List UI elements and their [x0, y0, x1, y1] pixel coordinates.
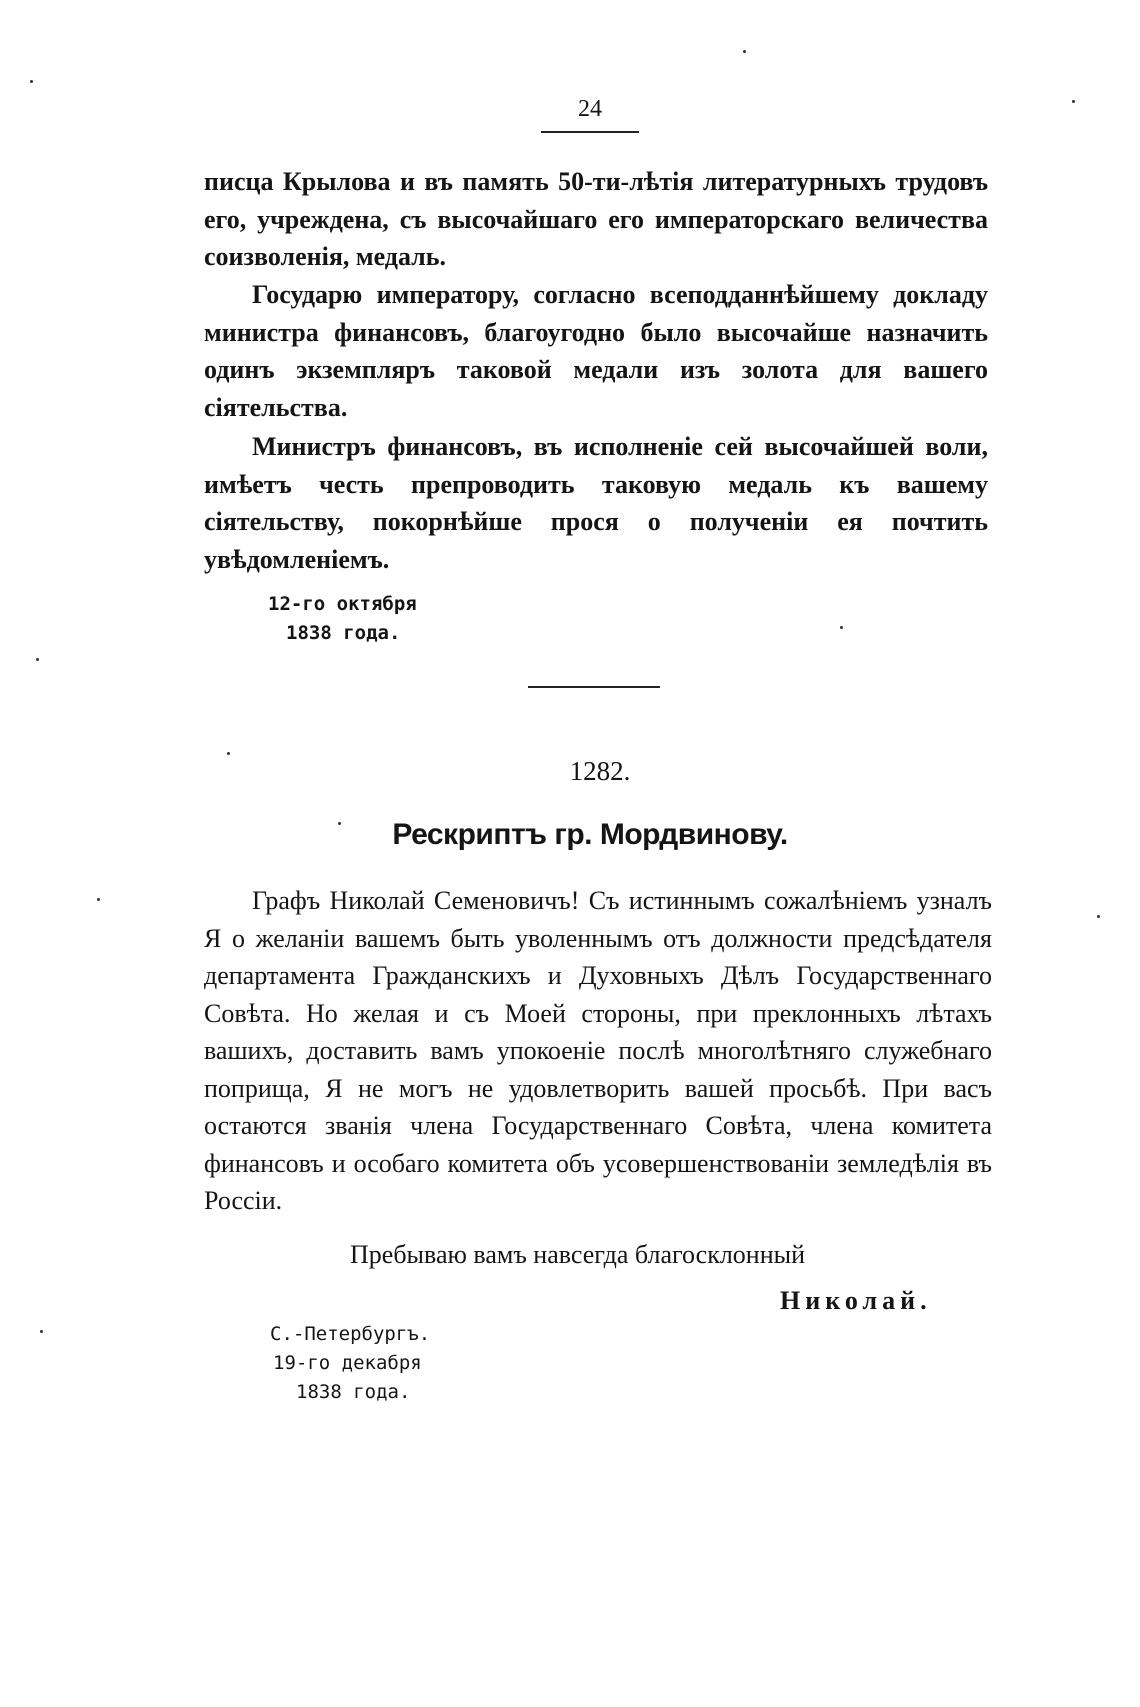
date-line: 12-го октября — [268, 593, 417, 615]
scan-speck — [30, 80, 33, 83]
date-line: 1838 года. — [286, 622, 401, 644]
scan-speck — [338, 822, 341, 825]
scan-speck — [743, 50, 746, 53]
scan-speck — [97, 898, 100, 901]
scan-speck — [840, 626, 843, 629]
paragraph-1: писца Крылова и въ память 50-ти-лѣтія литературныхъ трудовъ его, учреждена, съ высочайшаго его императорскаго величества соизволенія, медаль. — [204, 167, 988, 271]
closing-line: Пребываю вамъ навсегда благосклонный — [350, 1240, 806, 1269]
page-number: 24 — [578, 96, 602, 122]
signature: Николай. — [780, 1286, 932, 1315]
date-line: 19-го декабря — [273, 1352, 422, 1374]
scan-speck — [227, 752, 230, 755]
scan-speck — [1072, 100, 1075, 103]
document-number: 1282. — [569, 756, 631, 786]
place-date-block — [270, 1320, 430, 1407]
date-block-1 — [268, 590, 417, 648]
rescript-body: Графъ Николай Семеновичъ! Съ истиннымъ сожалѣніемъ узналъ Я о желаніи вашемъ быть уволеннымъ отъ должности предсѣдателя департамента Гражданскихъ и Духовныхъ Дѣлъ Государственнаго Совѣта. Но желая и съ Моей стороны, при преклонныхъ лѣтахъ вашихъ, доставить вамъ упокоеніе послѣ многолѣтняго служебнаго поприща, Я не могъ не удовлетворить вашей просьбѣ. При васъ остаются званія члена Государственнаго Совѣта, члена комитета финансовъ и особаго комитета объ усовершенствованіи земледѣлія въ Россіи. — [204, 886, 992, 1215]
document-title: Рескриптъ гр. Мордвинову. — [392, 818, 788, 851]
place-line: С.-Петербургъ. — [270, 1323, 431, 1345]
date-line: 1838 года. — [296, 1381, 411, 1403]
scan-speck — [36, 658, 39, 661]
scan-speck — [1097, 915, 1100, 918]
page-number-rule — [541, 131, 639, 133]
section-divider — [528, 686, 660, 688]
paragraph-3: Министръ финансовъ, въ исполненіе сей высочайшей воли, имѣетъ честь препроводить таковую медаль къ вашему сіятельству, покорнѣйше прося о полученіи ея почтить увѣдомленіемъ. — [204, 432, 988, 574]
scan-speck — [40, 1330, 43, 1333]
paragraph-2: Государю императору, согласно всеподданнѣйшему докладу министра финансовъ, благоугодно было высочайше назначить одинъ экземпляръ таковой медали изъ золота для вашего сіятельства. — [204, 280, 988, 422]
